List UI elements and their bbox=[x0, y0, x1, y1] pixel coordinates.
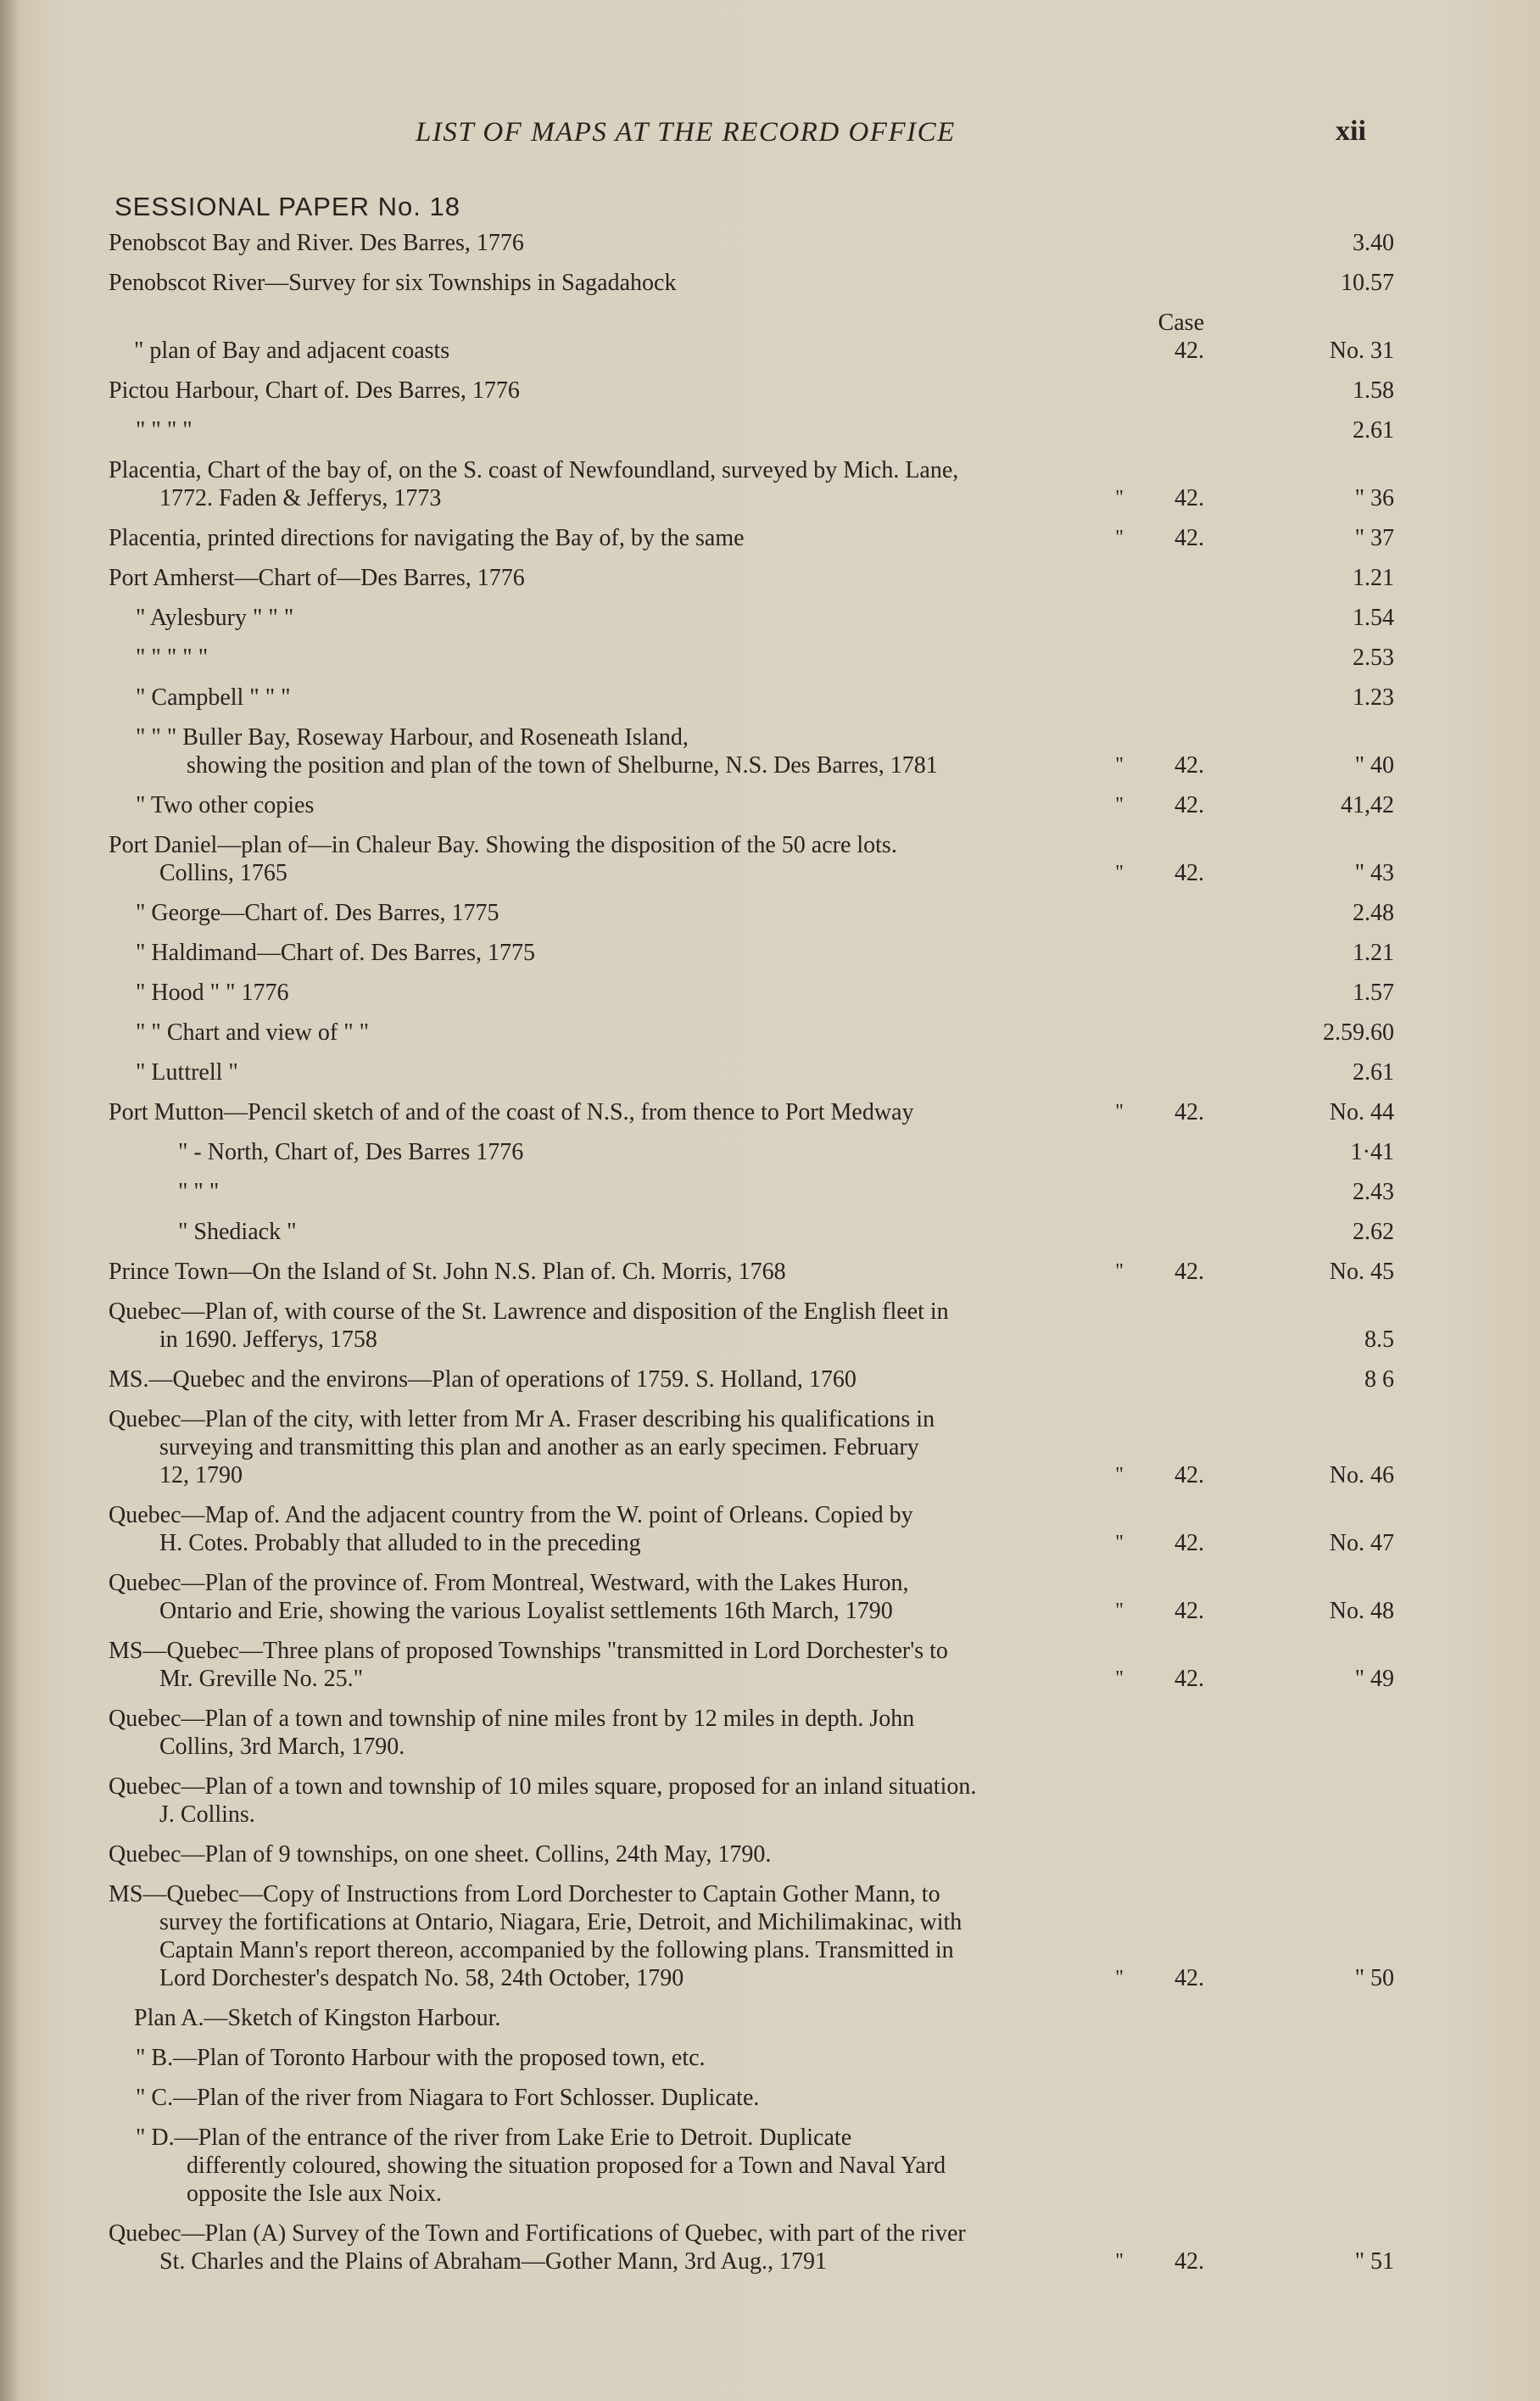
entry-description bbox=[0, 1705, 1102, 1761]
entry-description bbox=[0, 1773, 1102, 1829]
entry-ditto-mark: " bbox=[1115, 1260, 1124, 1282]
entry-reference: 2.61 bbox=[1353, 1059, 1394, 1086]
entry-reference: 2.48 bbox=[1353, 900, 1394, 926]
entry-line: Collins, 3rd March, 1790. bbox=[159, 1734, 405, 1760]
entry-line: " Haldimand—Chart of. Des Barres, 1775 bbox=[136, 940, 535, 966]
entry-description bbox=[0, 2084, 1102, 2112]
page-number: xii bbox=[1336, 115, 1366, 147]
entry-case: 42. bbox=[1175, 860, 1204, 886]
entry-ditto-mark: " bbox=[1115, 754, 1124, 776]
entry-line: " plan of Bay and adjacent coasts bbox=[134, 338, 450, 364]
entry-case: 42. bbox=[1175, 1259, 1204, 1285]
entry-description bbox=[0, 2220, 1102, 2275]
entry-reference: 3.40 bbox=[1353, 230, 1394, 256]
entry-line: Port Amherst—Chart of—Des Barres, 1776 bbox=[109, 565, 525, 591]
map-entry bbox=[0, 791, 1540, 819]
entry-line: " Shediack " bbox=[178, 1219, 297, 1245]
entry-line: " " " bbox=[178, 1179, 220, 1205]
entry-description bbox=[0, 979, 1102, 1007]
map-list bbox=[0, 229, 1540, 2287]
entry-reference: 1.54 bbox=[1353, 605, 1394, 631]
map-entry bbox=[0, 1298, 1540, 1354]
entry-reference: No. 47 bbox=[1329, 1530, 1394, 1556]
entry-line: " B.—Plan of Toronto Harbour with the proposed town, etc. bbox=[136, 2045, 706, 2071]
entry-line: MS—Quebec—Three plans of proposed Townships "transmitted in Lord Dorchester's to bbox=[109, 1638, 948, 1664]
entry-line: " Hood " " 1776 bbox=[136, 980, 289, 1006]
entry-line: in 1690. Jefferys, 1758 bbox=[159, 1326, 377, 1353]
map-entry bbox=[0, 2004, 1540, 2032]
entry-reference: 41,42 bbox=[1341, 792, 1394, 818]
sessional-paper-label: SESSIONAL PAPER No. 18 bbox=[114, 192, 460, 221]
entry-reference: 1·41 bbox=[1350, 1139, 1394, 1165]
entry-ditto-mark: " bbox=[1115, 862, 1124, 884]
map-entry bbox=[0, 899, 1540, 927]
entry-case: 42. bbox=[1175, 485, 1204, 511]
entry-line: " " Chart and view of " " bbox=[136, 1019, 370, 1046]
entry-line: showing the position and plan of the town of Shelburne, N.S. Des Barres, 1781 bbox=[187, 752, 938, 779]
entry-line: " - North, Chart of, Des Barres 1776 bbox=[178, 1139, 524, 1165]
entry-description bbox=[0, 456, 1102, 512]
entry-line: Quebec—Plan of, with course of the St. Lawrence and disposition of the English fleet in bbox=[109, 1298, 949, 1325]
entry-reference: 2.61 bbox=[1353, 417, 1394, 444]
entry-reference: " 40 bbox=[1354, 752, 1394, 779]
entry-description bbox=[0, 723, 1102, 779]
entry-line: Mr. Greville No. 25." bbox=[159, 1666, 364, 1692]
map-entry bbox=[0, 1138, 1540, 1166]
entry-reference: 1.23 bbox=[1353, 684, 1394, 711]
entry-reference: 8.5 bbox=[1364, 1326, 1394, 1353]
entry-reference: 2.62 bbox=[1353, 1219, 1394, 1245]
entry-description bbox=[0, 604, 1102, 632]
entry-line: H. Cotes. Probably that alluded to in the preceding bbox=[159, 1530, 641, 1556]
entry-description bbox=[0, 1637, 1102, 1693]
entry-line: Lord Dorchester's despatch No. 58, 24th October, 1790 bbox=[159, 1965, 684, 1991]
map-entry bbox=[0, 2220, 1540, 2275]
entry-line: MS.—Quebec and the environs—Plan of operations of 1759. S. Holland, 1760 bbox=[109, 1366, 856, 1393]
entry-reference: No. 46 bbox=[1329, 1462, 1394, 1488]
map-entry bbox=[0, 2084, 1540, 2112]
map-entry bbox=[0, 1501, 1540, 1557]
entry-description bbox=[0, 1019, 1102, 1047]
map-entry bbox=[0, 1569, 1540, 1625]
entry-description bbox=[0, 2004, 1102, 2032]
map-entry bbox=[0, 1258, 1540, 1286]
entry-description bbox=[0, 1298, 1102, 1354]
entry-line: Quebec—Map of. And the adjacent country from the W. point of Orleans. Copied by bbox=[109, 1502, 913, 1528]
entry-line: Plan A.—Sketch of Kingston Harbour. bbox=[134, 2005, 501, 2031]
map-entry bbox=[0, 1098, 1540, 1126]
entry-reference: 1.58 bbox=[1353, 377, 1394, 404]
map-entry bbox=[0, 2124, 1540, 2208]
entry-line: " D.—Plan of the entrance of the river from Lake Erie to Detroit. Duplicate bbox=[136, 2125, 852, 2151]
entry-description bbox=[0, 831, 1102, 887]
entry-description bbox=[0, 1880, 1102, 1992]
entry-case: 42. bbox=[1175, 1462, 1204, 1488]
entry-line: " Campbell " " " bbox=[136, 684, 291, 711]
entry-ditto-mark: " bbox=[1115, 1464, 1124, 1486]
entry-reference: 1.21 bbox=[1353, 940, 1394, 966]
entry-description bbox=[0, 1569, 1102, 1625]
entry-line: 1772. Faden & Jefferys, 1773 bbox=[159, 485, 442, 511]
entry-description bbox=[0, 1840, 1102, 1868]
entry-description bbox=[0, 1138, 1102, 1166]
entry-description bbox=[0, 791, 1102, 819]
entry-case: 42. bbox=[1175, 1530, 1204, 1556]
map-entry bbox=[0, 564, 1540, 592]
entry-ditto-mark: " bbox=[1115, 794, 1124, 816]
entry-line: Placentia, printed directions for navigating the Bay of, by the same bbox=[109, 525, 745, 551]
entry-ditto-mark: " bbox=[1115, 1667, 1124, 1689]
entry-line: Pictou Harbour, Chart of. Des Barres, 1776 bbox=[109, 377, 520, 404]
entry-description bbox=[0, 416, 1102, 444]
map-entry bbox=[0, 604, 1540, 632]
entry-reference: " 51 bbox=[1354, 2248, 1394, 2275]
map-entry bbox=[0, 1019, 1540, 1047]
entry-line: Quebec—Plan of a town and township of 10 miles square, proposed for an inland situation. bbox=[109, 1773, 977, 1800]
entry-reference: " 37 bbox=[1354, 525, 1394, 551]
entry-reference: 2.59.60 bbox=[1323, 1019, 1394, 1046]
map-entry bbox=[0, 1218, 1540, 1246]
entry-ditto-mark: " bbox=[1115, 1967, 1124, 1989]
entry-line: " " " " " bbox=[136, 645, 209, 671]
entry-description bbox=[0, 1405, 1102, 1489]
entry-line: Quebec—Plan of 9 townships, on one sheet. Collins, 24th May, 1790. bbox=[109, 1841, 772, 1868]
map-entry bbox=[0, 1405, 1540, 1489]
entry-case: 42. bbox=[1175, 1099, 1204, 1125]
map-entry bbox=[0, 1637, 1540, 1693]
entry-line: Quebec—Plan of a town and township of nine miles front by 12 miles in depth. John bbox=[109, 1706, 915, 1732]
map-entry bbox=[0, 309, 1540, 365]
entry-description bbox=[0, 1258, 1102, 1286]
entry-line: Penobscot Bay and River. Des Barres, 1776 bbox=[109, 230, 524, 256]
entry-line: 12, 1790 bbox=[159, 1462, 243, 1488]
entry-reference: 1.21 bbox=[1353, 565, 1394, 591]
map-entry bbox=[0, 377, 1540, 405]
entry-reference: " 43 bbox=[1354, 860, 1394, 886]
map-entry bbox=[0, 2044, 1540, 2072]
entry-description bbox=[0, 1178, 1102, 1206]
map-entry bbox=[0, 524, 1540, 552]
entry-ditto-mark: " bbox=[1115, 1101, 1124, 1123]
entry-reference: 10.57 bbox=[1341, 270, 1394, 296]
entry-line: " Luttrell " bbox=[136, 1059, 238, 1086]
entry-ditto-mark: " bbox=[1115, 2250, 1124, 2272]
entry-ditto-mark: " bbox=[1115, 487, 1124, 509]
entry-description bbox=[0, 939, 1102, 967]
entry-description bbox=[0, 524, 1102, 552]
map-entry bbox=[0, 229, 1540, 257]
map-entry bbox=[0, 723, 1540, 779]
entry-reference: " 50 bbox=[1354, 1965, 1394, 1991]
map-entry bbox=[0, 1880, 1540, 1992]
entry-ditto-mark: " bbox=[1115, 1532, 1124, 1554]
entry-description bbox=[0, 1058, 1102, 1086]
map-entry bbox=[0, 1773, 1540, 1829]
entry-line: " Two other copies bbox=[136, 792, 315, 818]
entry-description bbox=[0, 899, 1102, 927]
entry-line: " " " " bbox=[136, 417, 192, 444]
entry-description bbox=[0, 1501, 1102, 1557]
entry-line: " " " Buller Bay, Roseway Harbour, and Roseneath Island, bbox=[136, 724, 689, 751]
entry-reference: " 36 bbox=[1354, 485, 1394, 511]
entry-description bbox=[0, 337, 1102, 365]
entry-line: MS—Quebec—Copy of Instructions from Lord Dorchester to Captain Gother Mann, to bbox=[109, 1881, 940, 1907]
entry-line: surveying and transmitting this plan and another as an early specimen. February bbox=[159, 1434, 919, 1460]
entry-reference: 2.53 bbox=[1353, 645, 1394, 671]
map-entry bbox=[0, 939, 1540, 967]
entry-line: Port Daniel—plan of—in Chaleur Bay. Showing the disposition of the 50 acre lots. bbox=[109, 832, 897, 858]
entry-description bbox=[0, 377, 1102, 405]
map-entry bbox=[0, 1705, 1540, 1761]
entry-case: 42. bbox=[1175, 1598, 1204, 1624]
entry-case: 42. bbox=[1175, 1666, 1204, 1692]
entry-line: Quebec—Plan of the province of. From Montreal, Westward, with the Lakes Huron, bbox=[109, 1570, 909, 1596]
entry-case: 42. bbox=[1175, 792, 1204, 818]
map-entry bbox=[0, 269, 1540, 297]
entry-case: 42. bbox=[1175, 752, 1204, 779]
entry-line: Penobscot River—Survey for six Townships in Sagadahock bbox=[109, 270, 677, 296]
entry-reference: No. 45 bbox=[1329, 1259, 1394, 1285]
entry-reference: 2.43 bbox=[1353, 1179, 1394, 1205]
entry-reference: No. 48 bbox=[1329, 1598, 1394, 1624]
entry-line: " Aylesbury " " " bbox=[136, 605, 294, 631]
entry-line: Ontario and Erie, showing the various Loyalist settlements 16th March, 1790 bbox=[159, 1598, 893, 1624]
entry-line: Quebec—Plan of the city, with letter from Mr A. Fraser describing his qualifications in bbox=[109, 1406, 935, 1432]
entry-line: Placentia, Chart of the bay of, on the S. coast of Newfoundland, surveyed by Mich. Lane, bbox=[109, 457, 959, 483]
entry-line: " George—Chart of. Des Barres, 1775 bbox=[136, 900, 499, 926]
entry-description bbox=[0, 2044, 1102, 2072]
entry-reference: No. 44 bbox=[1329, 1099, 1394, 1125]
entry-case: 42. bbox=[1175, 2248, 1204, 2275]
map-entry bbox=[0, 1840, 1540, 1868]
map-entry bbox=[0, 1178, 1540, 1206]
entry-description bbox=[0, 269, 1102, 297]
map-entry bbox=[0, 644, 1540, 672]
running-title: LIST OF MAPS AT THE RECORD OFFICE bbox=[416, 117, 956, 148]
entry-description bbox=[0, 1218, 1102, 1246]
entry-description bbox=[0, 564, 1102, 592]
entry-line: Port Mutton—Pencil sketch of and of the coast of N.S., from thence to Port Medway bbox=[109, 1099, 914, 1125]
entry-case: 42. bbox=[1175, 525, 1204, 551]
map-entry bbox=[0, 416, 1540, 444]
entry-line: opposite the Isle aux Noix. bbox=[187, 2180, 442, 2207]
entry-case: Case 42. bbox=[1158, 310, 1204, 364]
entry-ditto-mark: " bbox=[1115, 1600, 1124, 1622]
entry-line: Collins, 1765 bbox=[159, 860, 287, 886]
entry-description bbox=[0, 1098, 1102, 1126]
map-entry bbox=[0, 1365, 1540, 1393]
entry-reference: 1.57 bbox=[1353, 980, 1394, 1006]
entry-line: differently coloured, showing the situation proposed for a Town and Naval Yard bbox=[187, 2153, 946, 2179]
entry-reference: " 49 bbox=[1354, 1666, 1394, 1692]
entry-reference: No. 31 bbox=[1329, 338, 1394, 364]
map-entry bbox=[0, 456, 1540, 512]
entry-ditto-mark: " bbox=[1115, 527, 1124, 549]
map-entry bbox=[0, 684, 1540, 712]
entry-description bbox=[0, 2124, 1102, 2208]
entry-line: St. Charles and the Plains of Abraham—Gother Mann, 3rd Aug., 1791 bbox=[159, 2248, 828, 2275]
entry-description bbox=[0, 644, 1102, 672]
entry-line: Prince Town—On the Island of St. John N.S. Plan of. Ch. Morris, 1768 bbox=[109, 1259, 786, 1285]
map-entry bbox=[0, 831, 1540, 887]
entry-case: 42. bbox=[1175, 1965, 1204, 1991]
map-entry bbox=[0, 1058, 1540, 1086]
entry-line: " C.—Plan of the river from Niagara to Fort Schlosser. Duplicate. bbox=[136, 2085, 760, 2111]
entry-line: Captain Mann's report thereon, accompanied by the following plans. Transmitted in bbox=[159, 1937, 954, 1963]
map-entry bbox=[0, 979, 1540, 1007]
entry-line: survey the fortifications at Ontario, Niagara, Erie, Detroit, and Michilimakinac, with bbox=[159, 1909, 962, 1935]
entry-line: Quebec—Plan (A) Survey of the Town and Fortifications of Quebec, with part of the river bbox=[109, 2220, 966, 2247]
entry-reference: 8 6 bbox=[1364, 1366, 1394, 1393]
entry-description bbox=[0, 1365, 1102, 1393]
entry-description bbox=[0, 684, 1102, 712]
entry-description bbox=[0, 229, 1102, 257]
entry-line: J. Collins. bbox=[159, 1801, 255, 1828]
